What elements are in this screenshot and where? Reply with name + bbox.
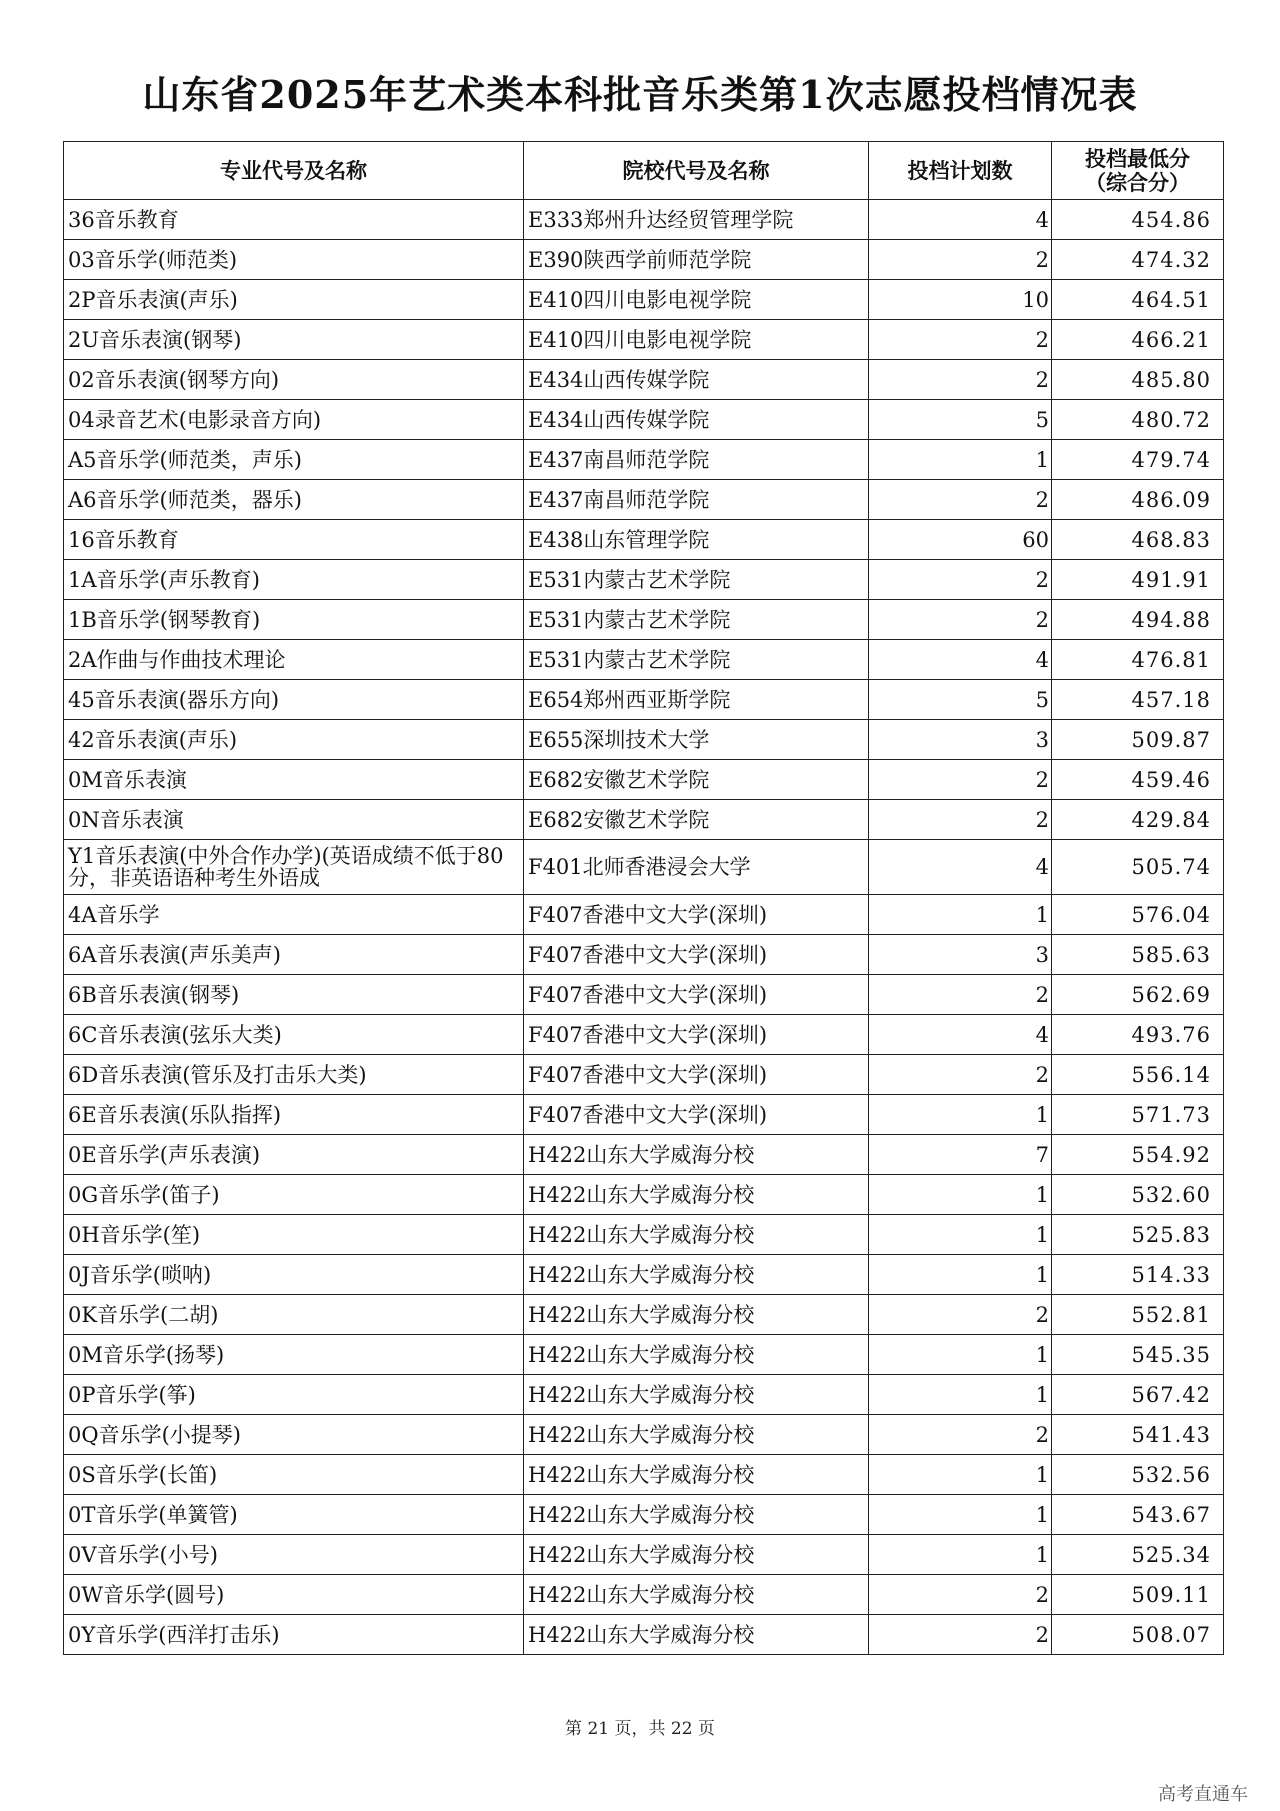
table-row [64,520,1224,560]
cell-plan: 3 [869,720,1052,760]
page-footer: 第 21 页，共 22 页 [565,1719,715,1739]
table-row [64,840,1224,895]
cell-school: E410四川电影电视学院 [524,320,869,360]
cell-plan: 1 [869,1095,1052,1135]
cell-major: 2A作曲与作曲技术理论 [64,640,524,680]
table-row [64,895,1224,935]
cell-school: H422山东大学威海分校 [524,1615,869,1655]
table-row [64,360,1224,400]
header-plan: 投档计划数 [869,142,1052,200]
cell-major: 6C音乐表演(弦乐大类) [64,1015,524,1055]
cell-score: 508.07 [1052,1615,1224,1655]
cell-score: 514.33 [1052,1255,1224,1295]
cell-score: 554.92 [1052,1135,1224,1175]
cell-major: 0K音乐学(二胡) [64,1295,524,1335]
cell-major: 45音乐表演(器乐方向) [64,680,524,720]
cell-school: H422山东大学威海分校 [524,1535,869,1575]
cell-plan: 1 [869,440,1052,480]
cell-school: F407香港中文大学(深圳) [524,895,869,935]
cell-score: 505.74 [1052,840,1224,895]
table-row [64,400,1224,440]
admission-table [63,141,1224,1655]
cell-plan: 1 [869,1215,1052,1255]
cell-major: 0W音乐学(圆号) [64,1575,524,1615]
cell-plan: 5 [869,400,1052,440]
cell-plan: 2 [869,800,1052,840]
cell-school: F407香港中文大学(深圳) [524,1015,869,1055]
cell-major: 0M音乐表演 [64,760,524,800]
cell-score: 509.11 [1052,1575,1224,1615]
cell-school: E437南昌师范学院 [524,440,869,480]
cell-plan: 1 [869,1495,1052,1535]
table-row [64,200,1224,240]
cell-score: 474.32 [1052,240,1224,280]
table-row [64,935,1224,975]
page-title: 山东省2025年艺术类本科批音乐类第1次志愿投档情况表 [142,72,1138,117]
cell-school: E434山西传媒学院 [524,400,869,440]
table-row [64,1135,1224,1175]
cell-major: 6D音乐表演(管乐及打击乐大类) [64,1055,524,1095]
table-row [64,480,1224,520]
cell-major: A6音乐学(师范类，器乐) [64,480,524,520]
cell-score: 552.81 [1052,1295,1224,1335]
cell-score: 454.86 [1052,200,1224,240]
header-major: 专业代号及名称 [64,142,524,200]
table-row [64,760,1224,800]
header-score-line1: 投档最低分 [1085,145,1190,171]
cell-plan: 4 [869,200,1052,240]
table-row [64,1615,1224,1655]
cell-school: F407香港中文大学(深圳) [524,1055,869,1095]
cell-major: 0V音乐学(小号) [64,1535,524,1575]
cell-major: 0M音乐学(扬琴) [64,1335,524,1375]
cell-score: 576.04 [1052,895,1224,935]
table-row [64,1375,1224,1415]
header-score-line2: （综合分） [1085,169,1190,195]
cell-score: 532.56 [1052,1455,1224,1495]
cell-plan: 2 [869,1575,1052,1615]
cell-score: 466.21 [1052,320,1224,360]
cell-score: 486.09 [1052,480,1224,520]
cell-plan: 2 [869,480,1052,520]
cell-score: 562.69 [1052,975,1224,1015]
table-row [64,1055,1224,1095]
cell-score: 571.73 [1052,1095,1224,1135]
table-row [64,720,1224,760]
table-row [64,1335,1224,1375]
cell-school: H422山东大学威海分校 [524,1255,869,1295]
cell-major: 0N音乐表演 [64,800,524,840]
cell-major: 0G音乐学(笛子) [64,1175,524,1215]
cell-score: 525.34 [1052,1535,1224,1575]
cell-school: H422山东大学威海分校 [524,1215,869,1255]
cell-major: 0P音乐学(筝) [64,1375,524,1415]
table-row [64,240,1224,280]
table-row [64,440,1224,480]
cell-major: 0Y音乐学(西洋打击乐) [64,1615,524,1655]
table-row [64,560,1224,600]
cell-major: 4A音乐学 [64,895,524,935]
cell-school: E410四川电影电视学院 [524,280,869,320]
cell-score: 556.14 [1052,1055,1224,1095]
table-row [64,280,1224,320]
cell-plan: 1 [869,1535,1052,1575]
cell-plan: 2 [869,1415,1052,1455]
cell-school: H422山东大学威海分校 [524,1415,869,1455]
cell-plan: 2 [869,600,1052,640]
cell-school: H422山东大学威海分校 [524,1295,869,1335]
table-row [64,600,1224,640]
header-school: 院校代号及名称 [524,142,869,200]
cell-major: 0S音乐学(长笛) [64,1455,524,1495]
cell-major: 1A音乐学(声乐教育) [64,560,524,600]
cell-school: E437南昌师范学院 [524,480,869,520]
cell-major: Y1音乐表演(中外合作办学)(英语成绩不低于80分，非英语语种考生外语成 [64,840,524,895]
cell-plan: 1 [869,1255,1052,1295]
cell-score: 464.51 [1052,280,1224,320]
cell-plan: 4 [869,640,1052,680]
cell-score: 509.87 [1052,720,1224,760]
cell-plan: 1 [869,1335,1052,1375]
cell-plan: 2 [869,1615,1052,1655]
cell-plan: 60 [869,520,1052,560]
cell-major: 6A音乐表演(声乐美声) [64,935,524,975]
cell-major: 03音乐学(师范类) [64,240,524,280]
table-row [64,1255,1224,1295]
cell-school: H422山东大学威海分校 [524,1375,869,1415]
table-row [64,1535,1224,1575]
cell-plan: 4 [869,840,1052,895]
cell-score: 585.63 [1052,935,1224,975]
table-body [64,200,1224,1655]
cell-major: 0E音乐学(声乐表演) [64,1135,524,1175]
cell-school: E682安徽艺术学院 [524,760,869,800]
cell-major: 0Q音乐学(小提琴) [64,1415,524,1455]
cell-score: 429.84 [1052,800,1224,840]
watermark-text: 高考直通车 [1158,1784,1248,1805]
cell-score: 476.81 [1052,640,1224,680]
cell-score: 485.80 [1052,360,1224,400]
cell-plan: 2 [869,1055,1052,1095]
cell-major: 02音乐表演(钢琴方向) [64,360,524,400]
cell-plan: 7 [869,1135,1052,1175]
cell-school: E333郑州升达经贸管理学院 [524,200,869,240]
cell-score: 479.74 [1052,440,1224,480]
table-row [64,1415,1224,1455]
cell-score: 545.35 [1052,1335,1224,1375]
cell-score: 480.72 [1052,400,1224,440]
cell-score: 532.60 [1052,1175,1224,1215]
cell-score: 525.83 [1052,1215,1224,1255]
header-score [1052,142,1224,200]
table-row [64,1175,1224,1215]
cell-plan: 2 [869,560,1052,600]
cell-plan: 2 [869,360,1052,400]
table-row [64,1015,1224,1055]
cell-plan: 1 [869,1375,1052,1415]
cell-plan: 10 [869,280,1052,320]
cell-major: 2P音乐表演(声乐) [64,280,524,320]
cell-school: E438山东管理学院 [524,520,869,560]
cell-score: 491.91 [1052,560,1224,600]
cell-plan: 2 [869,760,1052,800]
cell-major: 04录音艺术(电影录音方向) [64,400,524,440]
cell-plan: 2 [869,320,1052,360]
table-row [64,800,1224,840]
table-row [64,1495,1224,1535]
table-row [64,680,1224,720]
cell-major: 36音乐教育 [64,200,524,240]
cell-school: E654郑州西亚斯学院 [524,680,869,720]
cell-school: F407香港中文大学(深圳) [524,935,869,975]
cell-score: 567.42 [1052,1375,1224,1415]
cell-plan: 1 [869,1175,1052,1215]
cell-plan: 4 [869,1015,1052,1055]
table-header-row [64,142,1224,200]
table-row [64,1215,1224,1255]
cell-major: 2U音乐表演(钢琴) [64,320,524,360]
cell-plan: 2 [869,1295,1052,1335]
cell-major: 0J音乐学(唢呐) [64,1255,524,1295]
cell-score: 457.18 [1052,680,1224,720]
cell-school: H422山东大学威海分校 [524,1335,869,1375]
cell-school: H422山东大学威海分校 [524,1575,869,1615]
cell-score: 459.46 [1052,760,1224,800]
table-row [64,1575,1224,1615]
table-row [64,1295,1224,1335]
cell-school: H422山东大学威海分校 [524,1495,869,1535]
cell-school: H422山东大学威海分校 [524,1175,869,1215]
cell-plan: 1 [869,1455,1052,1495]
cell-school: H422山东大学威海分校 [524,1455,869,1495]
cell-school: F407香港中文大学(深圳) [524,1095,869,1135]
cell-school: H422山东大学威海分校 [524,1135,869,1175]
cell-score: 468.83 [1052,520,1224,560]
cell-school: E390陕西学前师范学院 [524,240,869,280]
cell-school: F407香港中文大学(深圳) [524,975,869,1015]
cell-school: E531内蒙古艺术学院 [524,600,869,640]
cell-major: 6B音乐表演(钢琴) [64,975,524,1015]
cell-plan: 2 [869,240,1052,280]
cell-plan: 1 [869,895,1052,935]
cell-major: 0T音乐学(单簧管) [64,1495,524,1535]
table-row [64,320,1224,360]
cell-plan: 2 [869,975,1052,1015]
table-row [64,975,1224,1015]
cell-major: 16音乐教育 [64,520,524,560]
cell-major: A5音乐学(师范类，声乐) [64,440,524,480]
table-row [64,1095,1224,1135]
cell-school: E655深圳技术大学 [524,720,869,760]
cell-score: 543.67 [1052,1495,1224,1535]
cell-major: 6E音乐表演(乐队指挥) [64,1095,524,1135]
cell-major: 1B音乐学(钢琴教育) [64,600,524,640]
cell-score: 541.43 [1052,1415,1224,1455]
cell-score: 493.76 [1052,1015,1224,1055]
cell-plan: 3 [869,935,1052,975]
cell-school: E682安徽艺术学院 [524,800,869,840]
cell-score: 494.88 [1052,600,1224,640]
cell-school: E531内蒙古艺术学院 [524,640,869,680]
cell-school: E434山西传媒学院 [524,360,869,400]
cell-school: E531内蒙古艺术学院 [524,560,869,600]
cell-school: F401北师香港浸会大学 [524,840,869,895]
cell-major: 42音乐表演(声乐) [64,720,524,760]
cell-major: 0H音乐学(笙) [64,1215,524,1255]
table-row [64,640,1224,680]
cell-plan: 5 [869,680,1052,720]
table-row [64,1455,1224,1495]
